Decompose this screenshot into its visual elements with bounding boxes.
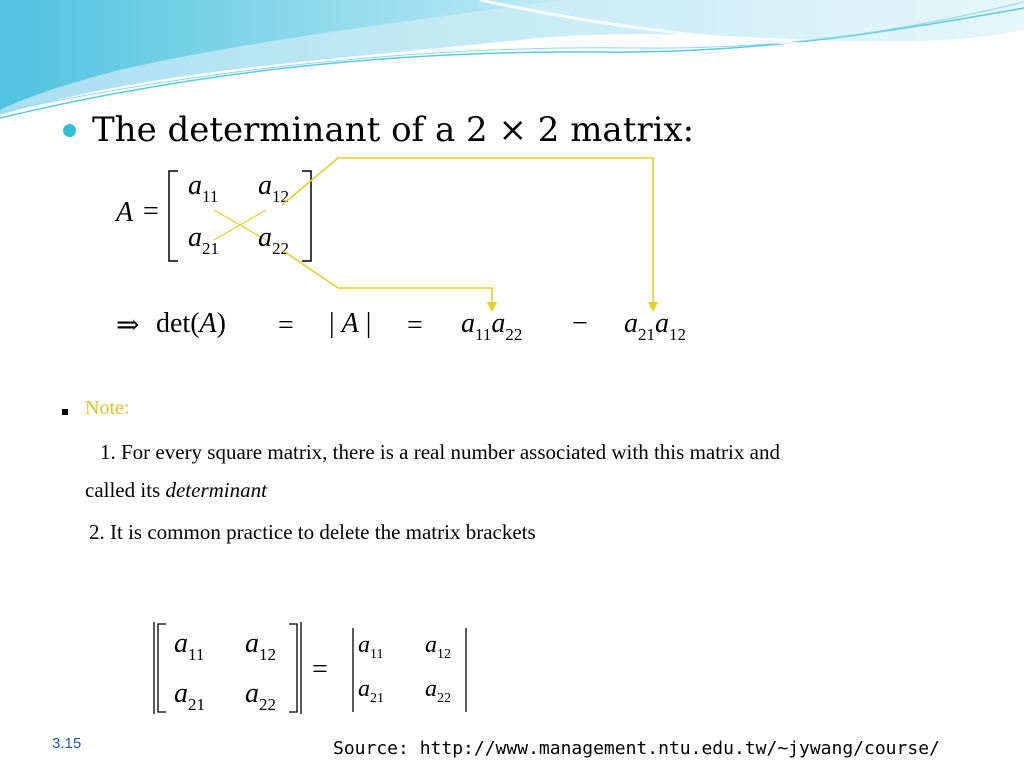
page-number: 3.15	[52, 735, 82, 752]
note-bullet-icon	[62, 409, 68, 415]
note-label: Note:	[85, 397, 130, 419]
product-term-1: $a_{11}a_{22}$	[461, 308, 523, 344]
title-bullet-icon	[63, 124, 76, 137]
det-expression: det(A)	[156, 308, 226, 339]
right-entry-a12: $a_{12}$	[425, 632, 451, 662]
entry-a21: $a_{21}$	[188, 222, 219, 258]
right-entry-a22: $a_{22}$	[425, 676, 451, 706]
left-entry-a11: $a_{11}$	[174, 628, 205, 664]
right-entry-a11: $a_{11}$	[358, 632, 384, 662]
entry-a12: $a_{12}$	[258, 170, 289, 206]
matrix-lhs: A	[116, 197, 134, 228]
entry-a11: $a_{11}$	[188, 170, 219, 206]
implies-symbol: ⇒	[116, 310, 140, 341]
note-line-1b: called its determinant	[85, 478, 267, 502]
minus-symbol: −	[572, 308, 588, 339]
slide-title: The determinant of a 2 × 2 matrix:	[92, 110, 695, 150]
entry-a22: $a_{22}$	[258, 222, 289, 258]
yellow-arrow-connectors	[230, 150, 670, 320]
bracket-equals: =	[312, 654, 328, 685]
left-entry-a22: $a_{22}$	[245, 678, 276, 714]
source-citation: Source: http://www.management.ntu.edu.tw/~jywang/course/	[333, 738, 940, 759]
note-line-1: 1. For every square matrix, there is a real number associated with this matrix and	[100, 440, 780, 464]
left-entry-a12: $a_{12}$	[245, 628, 276, 664]
abs-expression: | A |	[329, 308, 372, 339]
product-term-2: $a_{21}a_{12}$	[624, 308, 686, 344]
det-equals-1: =	[278, 310, 294, 341]
det-equals-2: =	[407, 310, 423, 341]
note-line-2: 2. It is common practice to delete the matrix brackets	[89, 520, 536, 544]
matrix-equals: =	[143, 196, 159, 227]
right-entry-a21: $a_{21}$	[358, 676, 384, 706]
left-entry-a21: $a_{21}$	[174, 678, 205, 714]
